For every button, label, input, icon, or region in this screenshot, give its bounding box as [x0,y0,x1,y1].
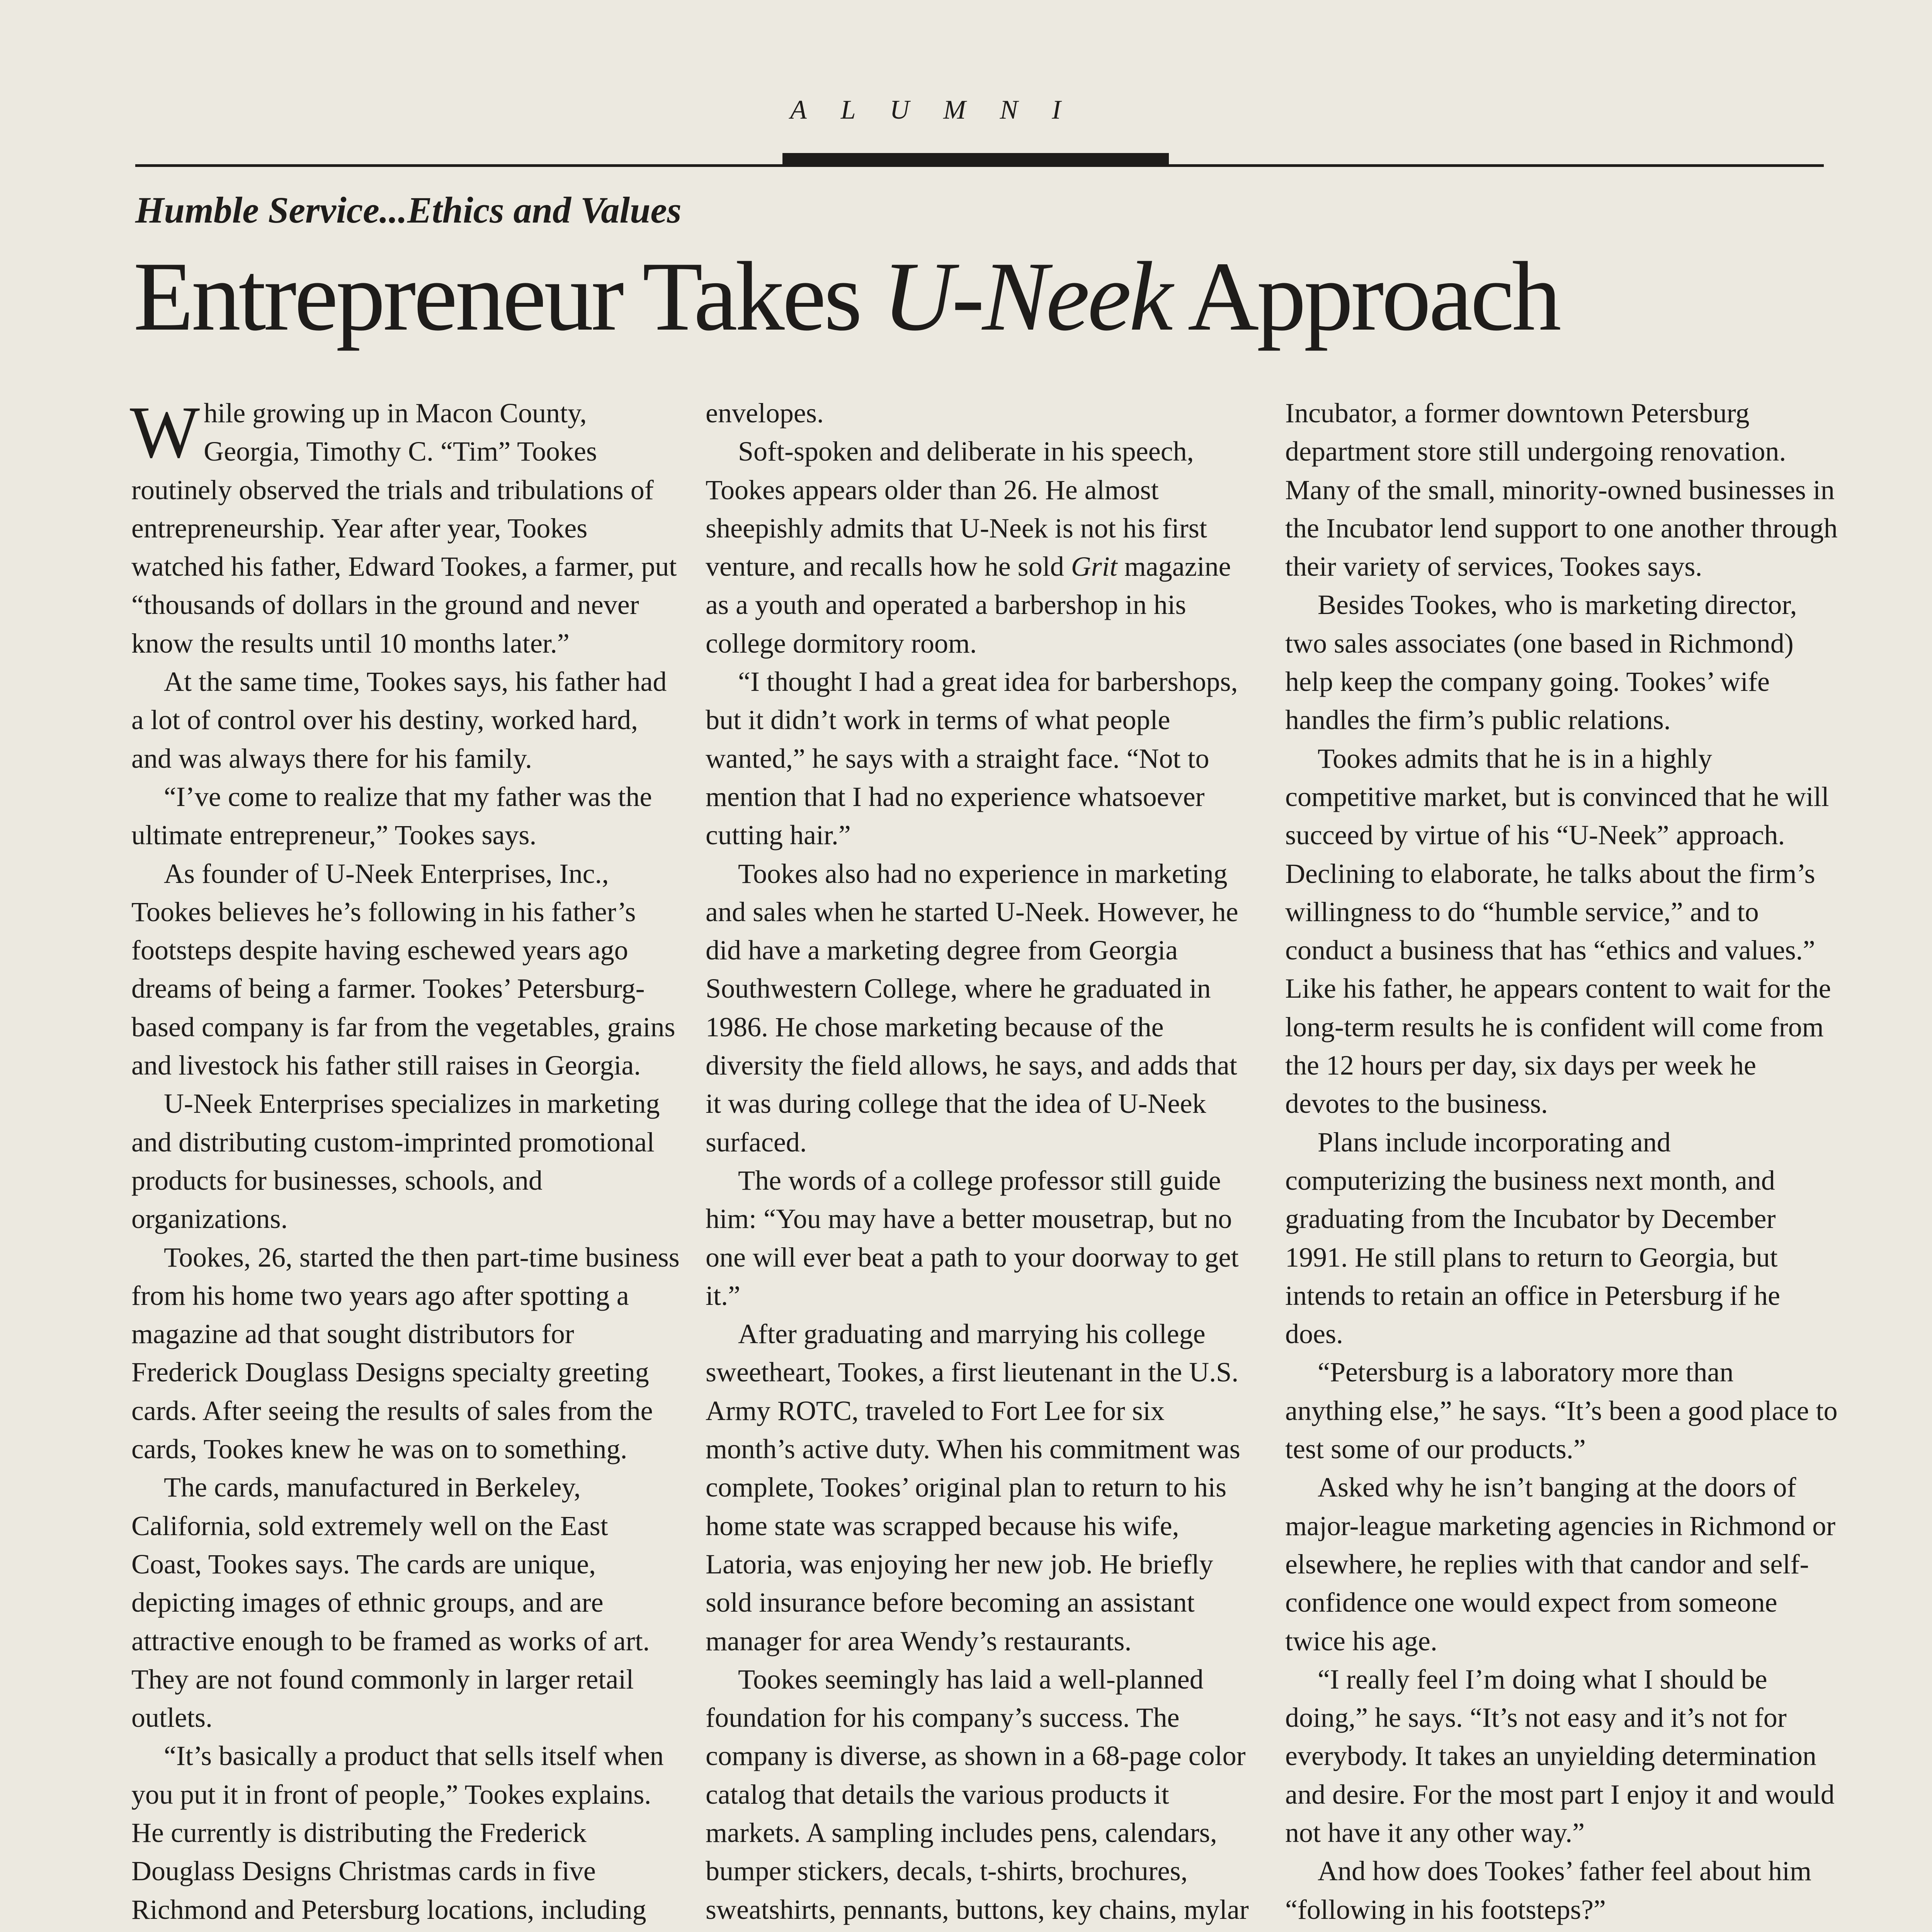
article-paragraph [130,391,680,663]
article-paragraph: Tookes also had no experience in marketing and sales when he started U-Neek. However, he did have a marketing degree from Georgia Southwestern College, where he graduated in 1986. He chose marketing because of the diversity the field allows, he says, and adds that it was during college that the idea of U-Neek surfaced. [706,858,1238,1158]
article-paragraph [706,432,1258,663]
article-paragraph: “It’s basically a product that sells itself when you put it in front of people,” Tookes explains. He currently is distributing the Frederick Douglass Designs Christmas cards in five Richmond and Petersburg locations, including [131,1740,664,1925]
article-column-2 [706,394,1258,1932]
article-column-3 [1285,394,1838,1932]
article-paragraph: As founder of U-Neek Enterprises, Inc., Tookes believes he’s following in his father’s footsteps despite having eschewed years ago dreams of being a farmer. Tookes’ Petersburg-based company is far from the vegetables, grains and livestock his father still raises in Georgia. [131,858,675,1081]
article-paragraph: Tookes seemingly has laid a well-planned foundation for his company’s success. The company is diverse, as shown in a 68-page color catalog that details the various products it markets. A sampling includes pens, calendars, bumper stickers, decals, t-shirts, brochures, sweatshirts, pennants, buttons, key chains, mylar [706,1663,1249,1925]
headline-part-2: Approach [1170,242,1559,351]
paragraph-text: Soft-spoken and deliberate in his speech, Tookes appears older than 26. He almost sheepishly admits that U-Neek is not his first venture, and recalls how he sold [706,436,1207,582]
article-paragraph-continued: Incubator, a former downtown Petersburg department store still undergoing renovation. Many of the small, minority-owned businesses in the Incubator lend support to one another through their variety of services, Tookes says. [1285,398,1838,582]
article-column-1 [130,391,680,1932]
article-paragraph: Asked why he isn’t banging at the doors of major-league marketing agencies in Richmond or elsewhere, he replies with that candor and self-confidence one would expect from someone twice his age. [1285,1472,1836,1656]
article-paragraph-continued: envelopes. [706,398,824,429]
article-paragraph: U-Neek Enterprises specializes in marketing and distributing custom-imprinted promotional products for businesses, schools, and organizations. [131,1088,660,1235]
paragraph-text: magazine as a youth and operated a barbershop in his college dormitory room. [706,551,1231,659]
article-paragraph: The cards, manufactured in Berkeley, California, sold extremely well on the East Coast, Tookes says. The cards are unique, depicting images of ethnic groups, and are attractive enough to be framed as works of art. They are not found commonly in larger retail outlets. [131,1472,650,1733]
article-paragraph: Besides Tookes, who is marketing director, two sales associates (one based in Richmond) help keep the company going. Tookes’ wife handles the firm’s public relations. [1285,589,1797,736]
section-label: ALUMNI [790,95,1095,125]
headline-italic: U-Neek [882,242,1171,351]
article-paragraph: “Petersburg is a laboratory more than anything else,” he says. “It’s been a good place to test some of our products.” [1285,1357,1838,1465]
article-paragraph: “I’ve come to realize that my father was the ultimate entrepreneur,” Tookes says. [131,781,652,851]
article-kicker: Humble Service...Ethics and Values [135,189,682,231]
magazine-title: Grit [1071,551,1117,582]
article-paragraph: And how does Tookes’ father feel about him “following in his footsteps?” [1285,1855,1811,1925]
article-paragraph: Tookes admits that he is in a highly competitive market, but is convinced that he will succeed by virtue of his “U-Neek” approach. Declining to elaborate, he talks about the firm’s willingness to do “humble service,” and to conduct a business that has “ethics and values.” Like his father, he appears content to wait for the long-term results he is confident will come from the 12 hours per day, six days per week he devotes to the business. [1285,743,1831,1119]
article-headline [133,242,1559,351]
article-paragraph: Tookes, 26, started the then part-time business from his home two years ago after spotting a magazine ad that sought distributors for Frederick Douglass Designs specialty greeting cards. After seeing the results of sales from the cards, Tookes knew he was on to something. [131,1242,680,1465]
article-paragraph: Plans include incorporating and computerizing the business next month, and graduating from the Incubator by December 1991. He still plans to return to Georgia, but intends to retain an office in Petersburg if he does. [1285,1126,1780,1350]
article-paragraph: “I really feel I’m doing what I should be doing,” he says. “It’s not easy and it’s not for everybody. It takes an unyielding determination and desire. For the most part I enjoy it and would not have it any other way.” [1285,1663,1835,1848]
drop-cap: W [130,391,200,473]
headline-part-1: Entrepreneur Takes [133,242,883,351]
paragraph-text: hile growing up in Macon County, Georgia, Timothy C. “Tim” Tookes routinely observed the trials and tribulations of entrepreneurship. Year after year, Tookes watched his father, Edward Tookes, a farmer, put “thousands of dollars in the ground and never know the results until 10 months later.” [131,398,677,659]
article-paragraph: At the same time, Tookes says, his father had a lot of control over his destiny, worked hard, and was always there for his family. [131,666,667,774]
article-paragraph: The words of a college professor still guide him: “You may have a better mousetrap, but no one will ever beat a path to your doorway to get it.” [706,1165,1239,1311]
article-paragraph: “I thought I had a great idea for barbershops, but it didn’t work in terms of what people wanted,” he says with a straight face. “Not to mention that I had no experience whatsoever cutting hair.” [706,666,1238,851]
header-rule-bar [782,153,1169,166]
article-paragraph: After graduating and marrying his college sweetheart, Tookes, a first lieutenant in the U.S. Army ROTC, traveled to Fort Lee for six month’s active duty. When his commitment was complete, Tookes’ original plan to return to his home state was scrapped because his wife, Latoria, was enjoying her new job. He briefly sold insurance before becoming an assistant manager for area Wendy’s restaurants. [706,1318,1240,1656]
article-paragraph-final [1285,1929,1838,1932]
